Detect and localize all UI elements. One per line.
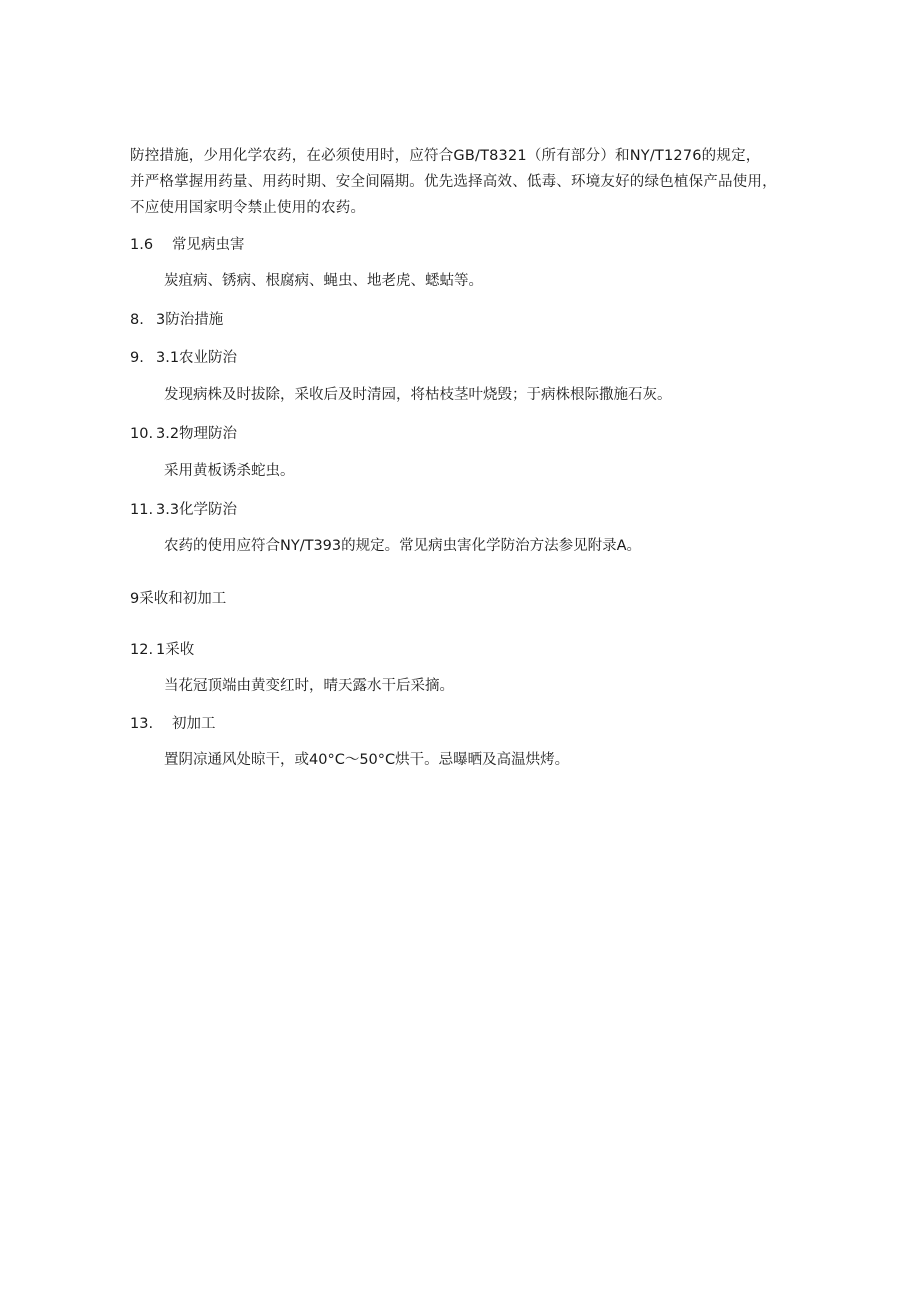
section-title: 3防治措施 [156, 312, 224, 328]
section-heading [130, 714, 216, 734]
chapter-number: 9 [130, 591, 140, 607]
section-title: 常见病虫害 [172, 237, 245, 253]
section-number: 1.6 [130, 237, 154, 253]
chapter-heading [130, 589, 226, 609]
intro-line: 防控措施，少用化学农药，在必须使用时，应符合GB/T8321（所有部分）和NY/T1276的规定， [130, 148, 761, 164]
chapter-title: 采收和初加工 [139, 591, 227, 607]
section-number: 9. [130, 350, 144, 366]
body-paragraph: 采用黄板诱杀蛇虫。 [164, 463, 295, 479]
section-heading [130, 500, 237, 520]
section-number: 13. [130, 716, 154, 732]
section-number: 8. [130, 312, 144, 328]
section-number: 12. [130, 642, 154, 658]
section-heading [130, 235, 245, 255]
section-heading [130, 424, 237, 444]
intro-line: 不应使用国家明令禁止使用的农药。 [130, 200, 366, 216]
intro-paragraph [130, 143, 792, 221]
section-title: 3.2物理防治 [156, 426, 238, 442]
body-paragraph: 发现病株及时拔除，采收后及时清园，将枯枝茎叶烧毁；于病株根际撒施石灰。 [164, 387, 672, 403]
body-paragraph: 农药的使用应符合NY/T393的规定。常见病虫害化学防治方法参见附录A。 [164, 538, 642, 554]
section-number: 10. [130, 426, 154, 442]
section-title: 初加工 [172, 716, 216, 732]
section-heading [130, 348, 237, 368]
section-heading [130, 640, 194, 660]
body-paragraph: 炭疽病、锈病、根腐病、蝇虫、地老虎、蟋蛄等。 [164, 273, 483, 289]
section-title: 3.1农业防治 [156, 350, 238, 366]
intro-line: 并严格掌握用药量、用药时期、安全间隔期。优先选择高效、低毒、环境友好的绿色植保产品使用， [130, 174, 777, 190]
section-heading [130, 310, 223, 330]
section-title: 1采收 [156, 642, 195, 658]
section-title: 3.3化学防治 [156, 502, 238, 518]
body-paragraph: 置阴凉通风处晾干，或40°C～50°C烘干。忌曝晒及高温烘烤。 [164, 752, 570, 768]
section-number: 11. [130, 502, 154, 518]
body-paragraph: 当花冠顶端由黄变红时，晴天露水干后采摘。 [164, 678, 454, 694]
